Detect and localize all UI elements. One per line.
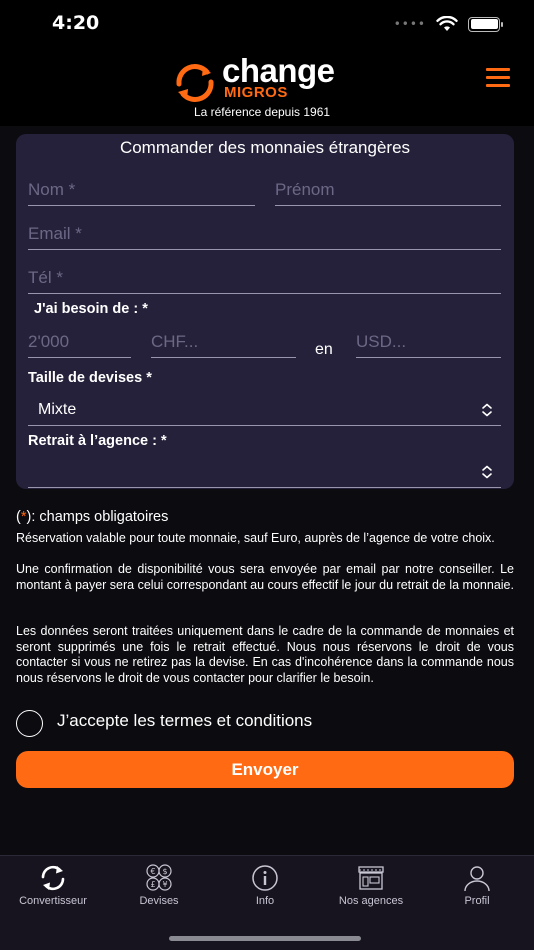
- taille-value: Mixte: [38, 401, 77, 418]
- note-donnees: Les données seront traitées uniquement dans le cadre de la commande de monnaies et seront supprimés une fois le retrait effectué. Nous nous réservons le droit de vous contacter si vous ne retirez pas la devise. En cas d'incohérence dans la commande nous nous réservons le droit de vous contacter pour clarifier le besoin.: [16, 624, 514, 685]
- retrait-label: Retrait à l’agence : *: [28, 433, 167, 449]
- retrait-select[interactable]: [28, 454, 501, 488]
- tab-devises[interactable]: [106, 864, 212, 914]
- tab-label: Nos agences: [338, 895, 404, 907]
- tab-nos-agences[interactable]: [318, 864, 424, 914]
- to-currency-select[interactable]: [356, 324, 501, 358]
- amount-input[interactable]: [28, 324, 131, 358]
- svg-text:$: $: [162, 867, 168, 876]
- brand-name: change: [222, 52, 335, 89]
- tab-label: Devises: [139, 895, 179, 907]
- tel-input[interactable]: [28, 260, 501, 294]
- up-down-chevron-icon: [481, 465, 493, 479]
- tab-convertisseur[interactable]: [0, 864, 106, 914]
- up-down-chevron-icon: [481, 403, 493, 417]
- tab-profil[interactable]: [424, 864, 530, 914]
- app-header: [0, 50, 534, 126]
- wifi-icon: [436, 16, 458, 32]
- from-currency-select[interactable]: [151, 324, 296, 358]
- prenom-placeholder: Prénom: [275, 180, 335, 199]
- svg-text:¥: ¥: [162, 880, 168, 889]
- amount-placeholder: 2'000: [28, 332, 70, 351]
- storefront-icon: [356, 864, 386, 892]
- note-reservation: Réservation valable pour toute monnaie, sauf Euro, auprès de l’agence de votre choix.: [16, 531, 495, 545]
- note-confirmation: Une confirmation de disponibilité vous sera envoyée par email par notre conseiller. Le montant à payer sera celui correspondant au cours effectif le jour du retrait de la monnaie.: [16, 562, 514, 592]
- to-currency-placeholder: USD...: [356, 332, 407, 351]
- hamburger-menu-icon[interactable]: [486, 68, 510, 88]
- email-placeholder: Email *: [28, 224, 82, 243]
- svg-text:£: £: [150, 880, 156, 889]
- order-form-card: [16, 134, 514, 489]
- brand-sub: MIGROS: [224, 84, 288, 101]
- prenom-input[interactable]: [275, 172, 501, 206]
- required-star: *: [20, 509, 27, 525]
- tel-placeholder: Tél *: [28, 268, 63, 287]
- taille-label: Taille de devises *: [28, 370, 152, 386]
- currency-coins-icon: [144, 864, 174, 892]
- from-currency-placeholder: CHF...: [151, 332, 199, 351]
- taille-select[interactable]: [28, 392, 501, 426]
- brand-tagline: La référence depuis 1961: [193, 105, 331, 119]
- besoin-label: J'ai besoin de : *: [34, 301, 148, 317]
- user-icon: [462, 864, 492, 892]
- tab-label: Info: [255, 895, 275, 907]
- terms-label[interactable]: J’accepte les termes et conditions: [57, 711, 313, 730]
- tab-info[interactable]: [212, 864, 318, 914]
- email-input[interactable]: [28, 216, 501, 250]
- status-time: 4:20: [52, 12, 100, 34]
- terms-checkbox[interactable]: [16, 710, 43, 737]
- nom-placeholder: Nom *: [28, 180, 76, 199]
- svg-text:€: €: [150, 867, 156, 876]
- home-indicator: [169, 936, 361, 941]
- status-bar: [0, 0, 534, 50]
- refresh-icon: [38, 864, 68, 892]
- signal-dots-icon: ••••: [393, 17, 426, 31]
- info-icon: [250, 864, 280, 892]
- required-fields-note: (*): champs obligatoires: [16, 509, 169, 525]
- form-title: Commander des monnaies étrangères: [119, 138, 411, 157]
- status-icons: [394, 16, 500, 32]
- nom-input[interactable]: [28, 172, 255, 206]
- battery-icon: [468, 17, 500, 32]
- tab-label: Profil: [464, 895, 490, 907]
- envoyer-button[interactable]: Envoyer: [16, 751, 514, 788]
- tab-label: Convertisseur: [19, 895, 87, 907]
- en-connector: en: [315, 341, 333, 358]
- exchange-arrows-logo-icon: [173, 60, 217, 104]
